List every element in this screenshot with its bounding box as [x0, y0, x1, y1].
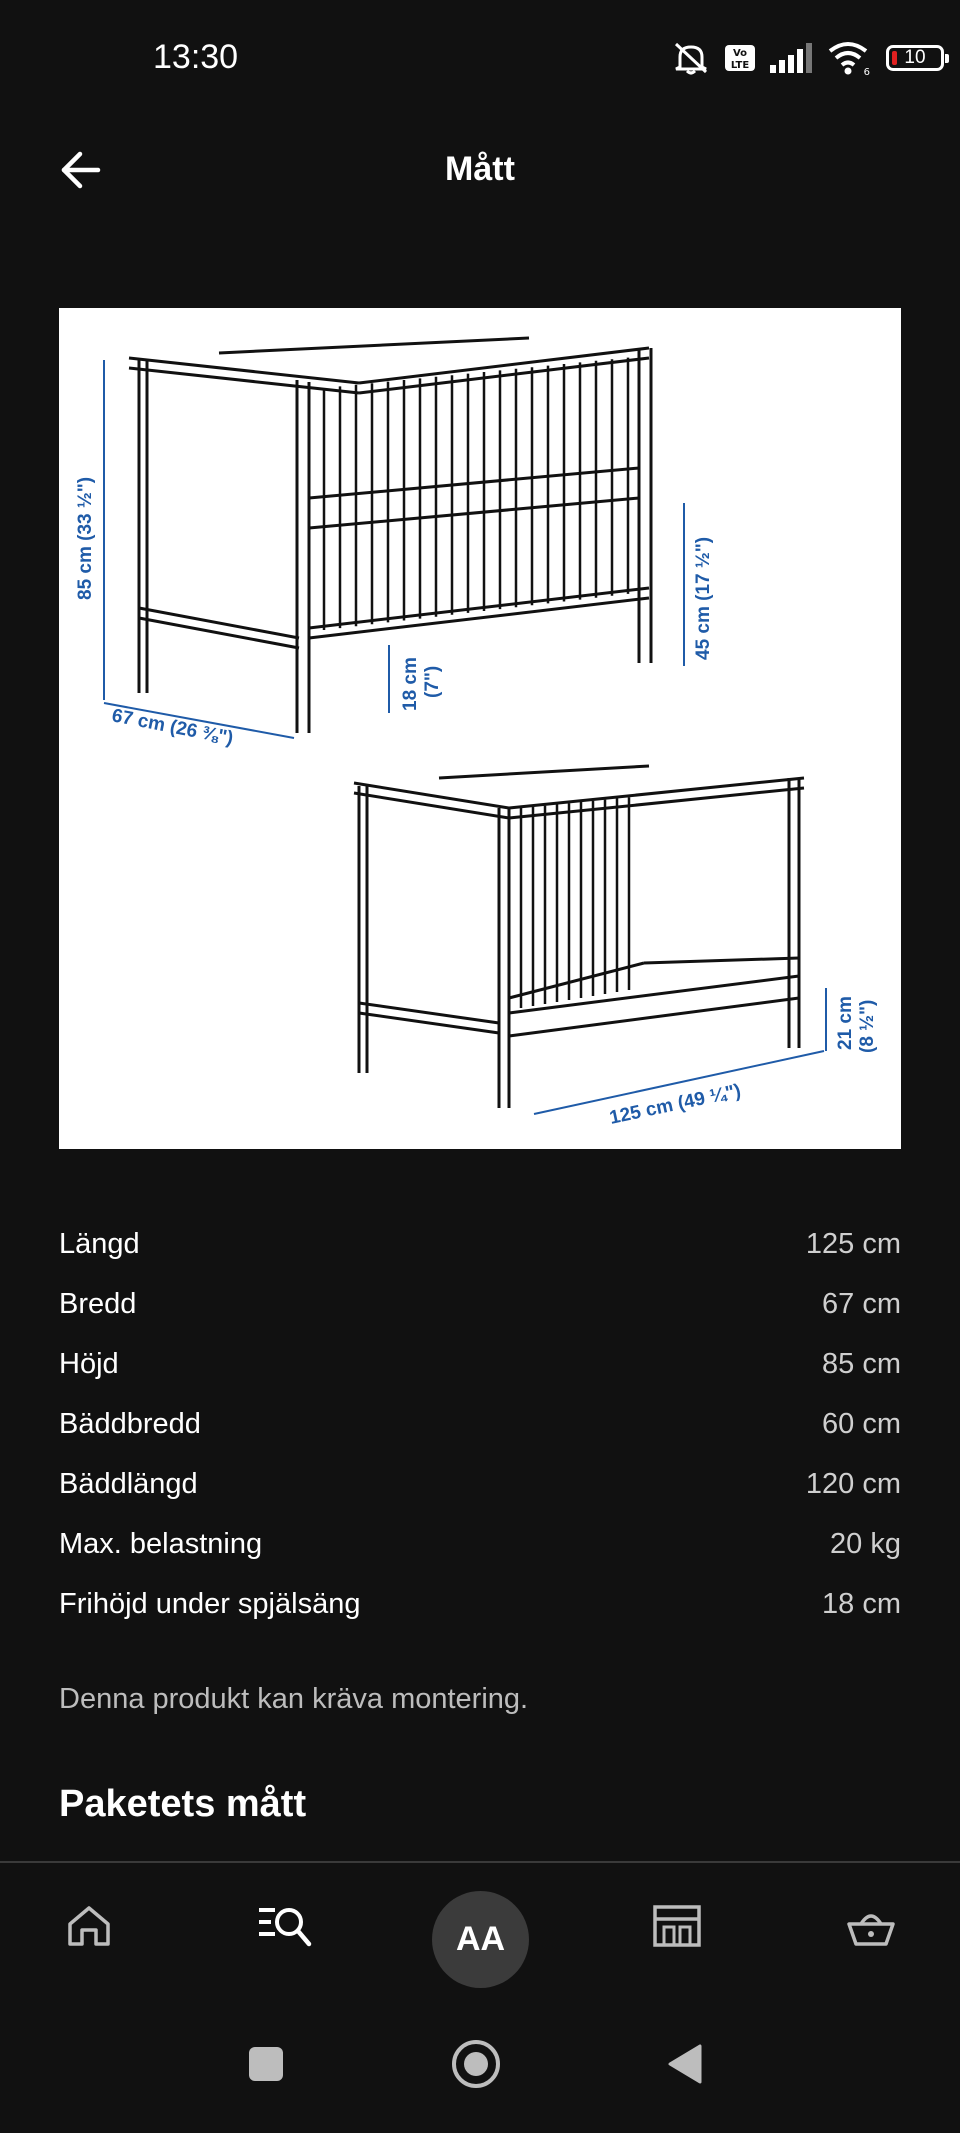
diagram-low-base-cm-label: 21 cm — [835, 996, 856, 1050]
dimension-label: Bäddlängd — [59, 1467, 198, 1500]
recents-button[interactable] — [228, 2028, 304, 2104]
nav-cart[interactable] — [826, 1883, 916, 1973]
package-dimensions-heading: Paketets mått — [59, 1783, 307, 1825]
product-dimension-diagram — [59, 308, 901, 1149]
battery-icon — [886, 45, 944, 71]
home-system-button[interactable] — [438, 2028, 514, 2104]
system-navigation — [0, 2000, 960, 2133]
dimension-value: 18 cm — [822, 1587, 901, 1620]
dimension-label: Höjd — [59, 1347, 119, 1380]
dimension-value: 67 cm — [822, 1287, 901, 1320]
dimension-label: Längd — [59, 1227, 140, 1260]
diagram-rail-label: 45 cm (17 ½") — [693, 536, 714, 660]
app-header — [0, 120, 960, 225]
nav-accessibility-text[interactable]: AA — [432, 1891, 529, 1988]
dimension-value: 120 cm — [805, 1467, 901, 1500]
triangle-back-icon — [664, 2042, 704, 2091]
basket-icon — [846, 1904, 896, 1953]
nav-search[interactable] — [240, 1883, 330, 1973]
diagram-width-label: 67 cm (26 ⅜") — [110, 705, 235, 750]
dimension-row — [59, 1214, 901, 1274]
dimension-row — [59, 1454, 901, 1514]
assembly-note: Denna produkt kan kräva montering. — [59, 1683, 529, 1715]
dimension-value: 85 cm — [822, 1347, 901, 1380]
status-icons — [672, 38, 944, 78]
store-icon — [652, 1904, 702, 1953]
dimension-row — [59, 1514, 901, 1574]
dimension-value: 60 cm — [822, 1407, 901, 1440]
diagram-length-label: 125 cm (49 ¼") — [607, 1080, 743, 1129]
svg-text:6: 6 — [863, 67, 870, 75]
crib-drawing-low — [354, 766, 804, 1108]
dimensions-list — [59, 1214, 901, 1634]
dimension-value: 125 cm — [805, 1227, 901, 1260]
dimension-label: Max. belastning — [59, 1527, 263, 1560]
dimension-row — [59, 1334, 901, 1394]
dimension-label: Frihöjd under spjälsäng — [59, 1587, 361, 1620]
dimension-row — [59, 1394, 901, 1454]
status-bar — [0, 0, 960, 120]
nav-store[interactable] — [632, 1883, 722, 1973]
volte-icon — [724, 44, 756, 72]
svg-text:LTE: LTE — [730, 60, 750, 71]
dimension-value: 20 kg — [830, 1527, 901, 1560]
svg-text:Vo: Vo — [732, 48, 748, 59]
circle-icon — [450, 2038, 502, 2095]
diagram-low-base-in-label: (8 ½") — [857, 999, 878, 1053]
dimension-label: Bäddbredd — [59, 1407, 201, 1440]
status-time: 13:30 — [153, 38, 239, 76]
crib-slats-low — [521, 797, 629, 1008]
diagram-clearance-cm-label: 18 cm — [400, 657, 421, 711]
diagram-clearance-in-label: (7") — [422, 665, 443, 698]
square-icon — [246, 2044, 286, 2089]
dimension-row — [59, 1574, 901, 1634]
search-list-icon — [257, 1904, 313, 1953]
dimension-row — [59, 1274, 901, 1334]
battery-level: 10 — [904, 47, 926, 68]
nav-home[interactable] — [44, 1883, 134, 1973]
bottom-navigation — [0, 1861, 960, 1991]
mute-icon — [672, 41, 710, 75]
home-icon — [66, 1904, 112, 1953]
dimension-label: Bredd — [59, 1287, 137, 1320]
wifi-icon — [828, 41, 872, 75]
diagram-height-label: 85 cm (33 ½") — [75, 476, 96, 600]
page-title: Mått — [445, 150, 515, 188]
signal-icon — [770, 43, 814, 73]
back-system-button[interactable] — [646, 2028, 722, 2104]
